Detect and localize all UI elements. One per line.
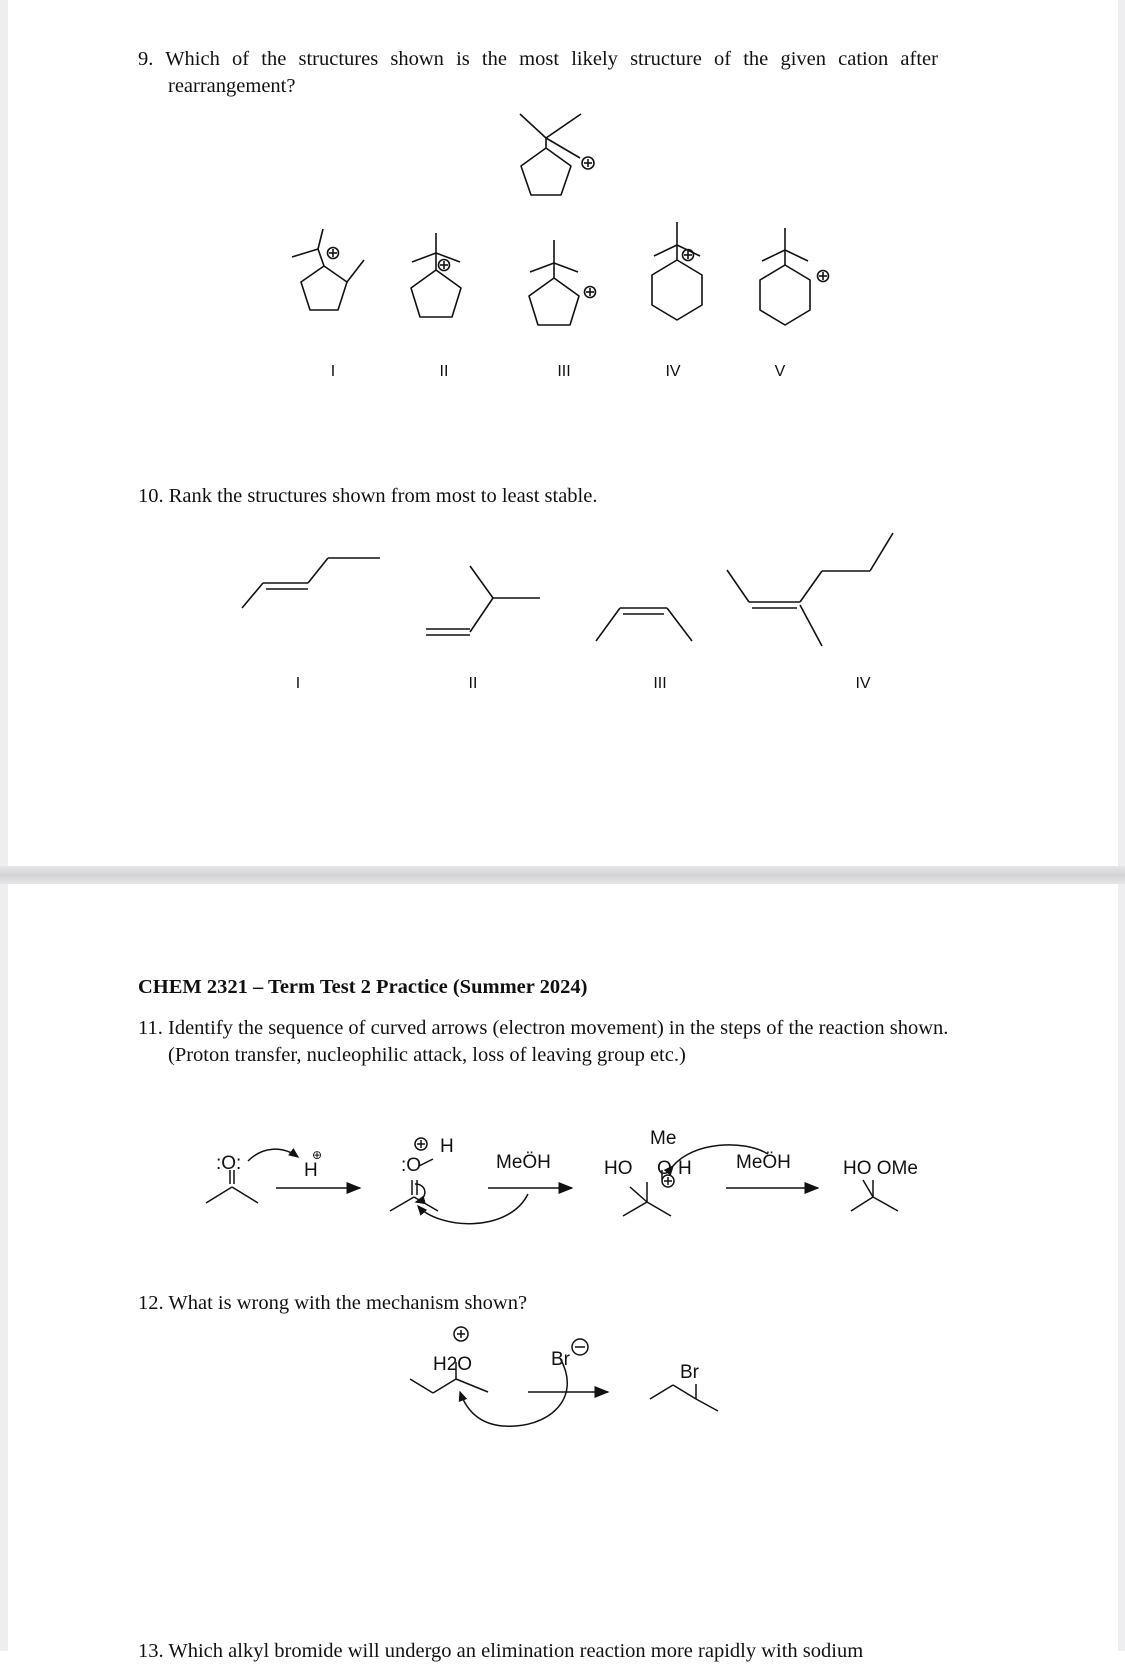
alkene-label-I: I (295, 675, 301, 692)
proton-charge: ⊕ (312, 1148, 323, 1162)
alkene-label-IV: IV (855, 675, 871, 692)
question-12-number: 12. (138, 1292, 164, 1314)
question-9-and-10-structures (8, 0, 1118, 866)
oxonium-oxygen-center: O (657, 1158, 672, 1179)
page-2 (8, 884, 1118, 1662)
question-9-number: 9. (138, 48, 154, 70)
question-9-text-line-2: rearrangement? (168, 75, 296, 97)
page-edge-left (0, 0, 8, 1651)
hemiketal-product (851, 1180, 898, 1211)
question-12-text: What is wrong with the mechanism shown? (168, 1292, 528, 1314)
question-11-text: Identify the sequence of curved arrows (electron movement) in the steps of the reaction shown. (168, 1017, 949, 1039)
question-13-text: Which alkyl bromide will undergo an elimination reaction more rapidly with sodium (168, 1640, 864, 1662)
page-divider (0, 866, 1125, 884)
methanol-1: MeÖH (496, 1152, 551, 1173)
alkene-II (426, 566, 540, 635)
exam-header: CHEM 2321 – Term Test 2 Practice (Summer 2024) (138, 976, 588, 998)
oxonium-oxygen: :O (401, 1155, 422, 1176)
proton: H (304, 1160, 318, 1181)
given-cation-structure (520, 114, 594, 195)
question-10-number: 10. (138, 485, 164, 507)
alkene-label-III: III (653, 675, 667, 692)
bromide-ion: Br (551, 1349, 570, 1370)
hemiketal-label: HO OMe (843, 1158, 918, 1179)
curved-arrow-protonation (248, 1149, 298, 1161)
methyl-group: Me (650, 1128, 677, 1149)
structure-I-cation (292, 229, 364, 310)
alkene-III (596, 608, 692, 641)
structure-label-I: I (330, 363, 336, 380)
bromine-product: Br (680, 1362, 699, 1383)
question-11-text-line-2: (Proton transfer, nucleophilic attack, loss of leaving group etc.) (168, 1044, 686, 1066)
structure-IV-cation (652, 222, 702, 320)
alkene-I (242, 558, 380, 608)
bromoalkane-product (650, 1384, 718, 1411)
structure-label-V: V (774, 363, 786, 380)
structure-label-III: III (557, 363, 571, 380)
structure-label-II: II (439, 363, 449, 380)
question-13-number: 13. (138, 1640, 164, 1662)
question-10 (138, 483, 597, 510)
water-leaving-group: H2O (433, 1354, 473, 1375)
question-11-12-mechanisms (8, 884, 1118, 1651)
structure-label-IV: IV (665, 363, 681, 380)
question-10-text: Rank the structures shown from most to least stable. (168, 485, 598, 507)
structure-III-cation (529, 240, 596, 325)
carbonyl-oxygen: :O: (216, 1153, 242, 1174)
page-edge-right (1118, 0, 1125, 1651)
alkene-label-II: II (468, 675, 478, 692)
question-12 (138, 1290, 527, 1317)
oxonium-hydrogen-center: H (678, 1158, 692, 1179)
page-1 (8, 0, 1118, 866)
question-13 (138, 1638, 863, 1665)
alkene-IV (727, 533, 893, 646)
methanol-2: MeÖH (736, 1152, 791, 1173)
structure-V-cation (760, 228, 829, 325)
structure-II-cation (411, 233, 461, 317)
ketone-structure (206, 1170, 258, 1203)
question-9-text: Which of the structures shown is the most likely structure of the given cation after (165, 48, 938, 70)
hydroxyl-group: HO (604, 1158, 633, 1179)
question-11-number: 11. (138, 1017, 163, 1039)
oxonium-hydrogen: H (440, 1136, 454, 1157)
